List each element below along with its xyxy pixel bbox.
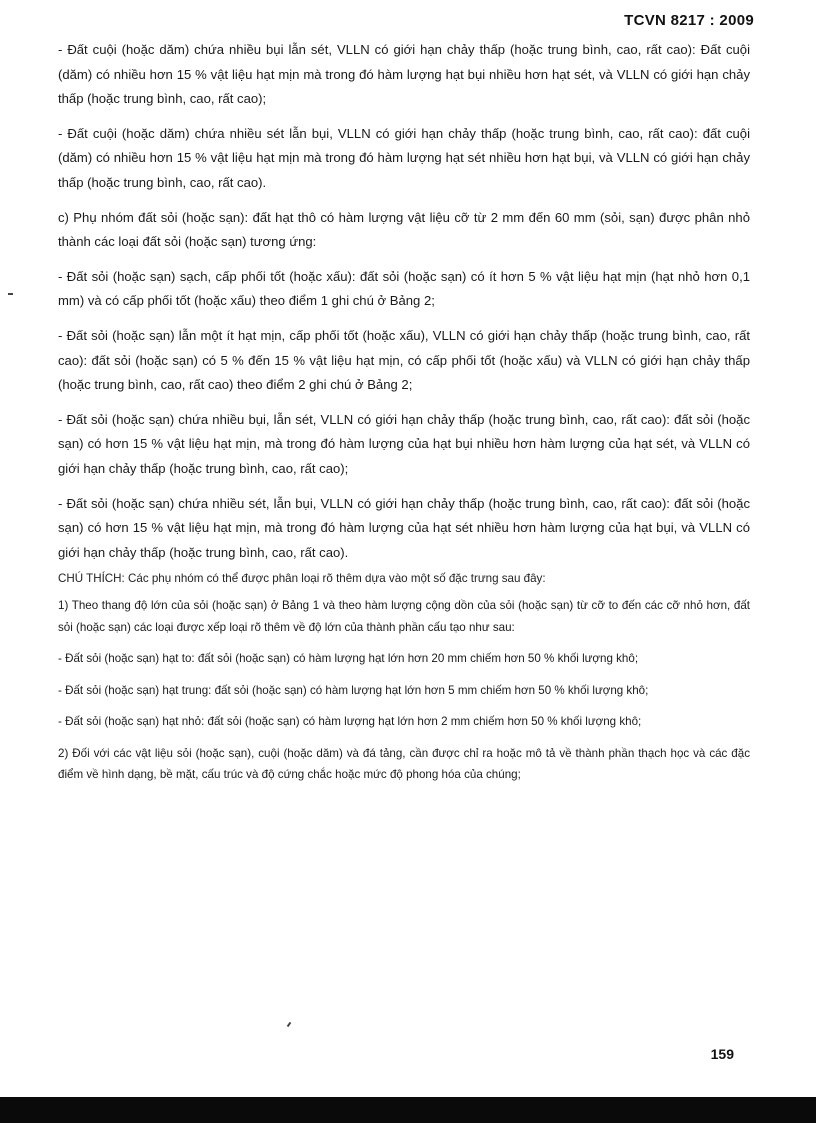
document-body (58, 38, 750, 786)
note-item-medium: - Đất sỏi (hoặc sạn) hạt trung: đất sỏi (hoặc sạn) có hàm lượng hạt lớn hơn 5 mm chiếm hơn 50 % khối lượng khô; (58, 683, 649, 697)
scan-mark (287, 1022, 292, 1027)
note-item-fine: - Đất sỏi (hoặc sạn) hạt nhỏ: đất sỏi (hoặc sạn) có hàm lượng hạt lớn hơn 2 mm chiếm hơn 50 % khối lượng khô; (58, 715, 642, 729)
paragraph-clean-sand-gravel: - Đất sỏi (hoặc sạn) sạch, cấp phối tốt (hoặc xấu): đất sỏi (hoặc sạn) có ít hơn 5 % vật liệu hạt mịn (hạt nhỏ hơn 0,1 mm) và có cấp phối tốt (hoặc xấu) theo điểm 1 ghi chú ở Bảng 2; (58, 268, 750, 309)
note-item-coarse: - Đất sỏi (hoặc sạn) hạt to: đất sỏi (hoặc sạn) có hàm lượng hạt lớn hơn 20 mm chiếm hơn 50 % khối lượng khô; (58, 652, 639, 666)
paragraph-gravel-clay-silt: - Đất cuội (hoặc dăm) chứa nhiều sét lẫn bụi, VLLN có giới hạn chảy thấp (hoặc trung bình, cao, rất cao): đất cuội (dăm) có nhiều hơn 15 % vật liệu hạt mịn mà trong đó hàm lượng hạt sét nhiều hơn hạt bụi, và VLLN có giới hạn chảy thấp (hoặc trung bình, cao, rất cao). (58, 125, 750, 190)
standard-code-header: TCVN 8217 : 2009 (624, 12, 754, 29)
paragraph-subgroup-c: c) Phụ nhóm đất sỏi (hoặc sạn): đất hạt thô có hàm lượng vật liệu cỡ từ 2 mm đến 60 mm (sỏi, sạn) được phân nhỏ thành các loại đất sỏi (hoặc sạn) tương ứng: (58, 209, 750, 250)
paragraph-gravel-silt-clay: - Đất cuội (hoặc dăm) chứa nhiều bụi lẫn sét, VLLN có giới hạn chảy thấp (hoặc trung bình, cao, rất cao): Đất cuội (dăm) có nhiều hơn 15 % vật liệu hạt mịn mà trong đó hàm lượng hạt bụi nhiều hơn hạt sét, và VLLN có giới hạn chảy thấp (hoặc trung bình, cao, rất cao); (58, 42, 750, 107)
page-number: 159 (710, 1046, 734, 1062)
note-item-1: 1) Theo thang độ lớn của sỏi (hoặc sạn) ở Bảng 1 và theo hàm lượng cộng dồn của sỏi (hoặc sạn) từ cỡ to đến các cỡ nhỏ hơn, đất sỏi (hoặc sạn) các loại được xếp loại rõ thêm về độ lớn của thành phần cấu tạo như sau: (58, 599, 750, 634)
scan-mark (8, 293, 13, 295)
paragraph-sand-gravel-clay: - Đất sỏi (hoặc sạn) chứa nhiều sét, lẫn bụi, VLLN có giới hạn chảy thấp (hoặc trung bình, cao, rất cao): đất sỏi (hoặc sạn) có hơn 15 % vật liệu hạt mịn, mà trong đó hàm lượng của hạt sét nhiều hơn hàm lượng của hạt bụi, và VLLN có giới hạn chảy thấp (hoặc trung bình, cao, rất cao). (58, 495, 750, 560)
note-item-2: 2) Đối với các vật liệu sỏi (hoặc sạn), cuội (hoặc dăm) và đá tảng, cần được chỉ ra hoặc mô tả về thành phần thạch học và các đặc điểm về hình dạng, bề mặt, cấu trúc và độ cứng chắc hoặc mức độ phong hóa của chúng; (58, 746, 750, 782)
scan-bottom-edge (0, 1097, 816, 1123)
note-title: CHÚ THÍCH: Các phụ nhóm có thể được phân loại rõ thêm dựa vào một số đặc trưng sau đây: (58, 572, 546, 586)
paragraph-sand-gravel-silt: - Đất sỏi (hoặc sạn) chứa nhiều bụi, lẫn sét, VLLN có giới hạn chảy thấp (hoặc trung bình, cao, rất cao): đất sỏi (hoặc sạn) có hơn 15 % vật liệu hạt mịn, mà trong đó hàm lượng của hạt bụi nhiều hơn hàm lượng của hạt sét, và VLLN có giới hạn chảy thấp (hoặc trung bình, cao, rất cao); (58, 411, 750, 476)
paragraph-sand-gravel-fines: - Đất sỏi (hoặc sạn) lẫn một ít hạt mịn, cấp phối tốt (hoặc xấu), VLLN có giới hạn chảy thấp (hoặc trung bình, cao, rất cao): đất sỏi (hoặc sạn) có 5 % đến 15 % vật liệu hạt mịn, có cấp phối tốt (hoặc xấu) và VLLN có giới hạn chảy thấp (hoặc trung bình, cao, rất cao) theo điểm 2 ghi chú ở Bảng 2; (58, 327, 750, 393)
